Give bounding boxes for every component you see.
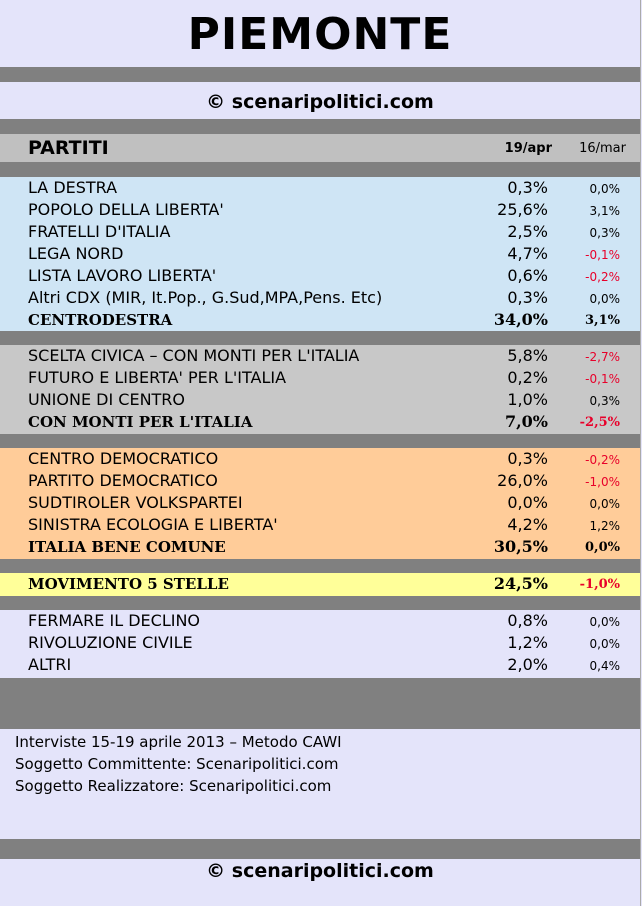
separator-block <box>0 678 640 729</box>
party-name: SCELTA CIVICA – CON MONTI PER L'ITALIA <box>28 346 360 365</box>
value-change: 0,0% <box>589 615 620 629</box>
party-row <box>0 265 640 287</box>
section-monti <box>0 345 640 434</box>
value-change: 0,0% <box>589 637 620 651</box>
value-current: 0,3% <box>507 288 548 307</box>
section-movimento-5-stelle <box>0 573 640 596</box>
party-name: UNIONE DI CENTRO <box>28 390 186 409</box>
value-current: 1,0% <box>507 390 548 409</box>
column-header-date-previous: 16/mar <box>579 141 626 156</box>
value-change: 0,3% <box>589 394 620 408</box>
credit-top: © scenaripolitici.com <box>206 91 434 113</box>
value-current: 0,8% <box>507 611 548 630</box>
separator-bar <box>0 596 640 610</box>
party-row <box>0 243 640 265</box>
value-change: 1,2% <box>589 519 620 533</box>
value-change: -1,0% <box>579 577 620 592</box>
value-change: -1,0% <box>585 475 620 489</box>
party-row <box>0 632 640 654</box>
value-current: 34,0% <box>493 310 548 329</box>
value-current: 7,0% <box>504 412 548 431</box>
value-change: -2,7% <box>585 350 620 364</box>
party-row <box>0 514 640 536</box>
total-row <box>0 573 640 595</box>
value-current: 0,3% <box>507 449 548 468</box>
party-name: FUTURO E LIBERTA' PER L'ITALIA <box>28 368 287 387</box>
value-current: 0,0% <box>507 493 548 512</box>
party-row <box>0 287 640 309</box>
value-change: -2,5% <box>579 415 620 430</box>
party-row <box>0 654 640 676</box>
party-name: FERMARE IL DECLINO <box>28 611 201 630</box>
party-row <box>0 448 640 470</box>
party-row <box>0 199 640 221</box>
footer-interviews: Interviste 15-19 aprile 2013 – Metodo CAWI <box>15 733 342 751</box>
party-row <box>0 367 640 389</box>
footer-realizzatore: Soggetto Realizzatore: Scenaripolitici.com <box>15 777 332 795</box>
party-name: FRATELLI D'ITALIA <box>28 222 171 241</box>
value-change: -0,1% <box>585 248 620 262</box>
party-row <box>0 345 640 367</box>
party-name: RIVOLUZIONE CIVILE <box>28 633 193 652</box>
value-change: 0,4% <box>589 659 620 673</box>
separator-bar <box>0 331 640 345</box>
value-change: 0,0% <box>589 182 620 196</box>
separator-bar <box>0 162 640 177</box>
party-row <box>0 221 640 243</box>
separator-bar <box>0 119 640 134</box>
party-name: LEGA NORD <box>28 244 124 263</box>
value-change: -0,1% <box>585 372 620 386</box>
credit-bottom: © scenaripolitici.com <box>206 860 434 882</box>
party-name: LISTA LAVORO LIBERTA' <box>28 266 217 285</box>
separator-bar <box>0 434 640 448</box>
column-header-date-current: 19/apr <box>504 141 552 156</box>
value-current: 0,2% <box>507 368 548 387</box>
total-row <box>0 411 640 433</box>
party-name: LA DESTRA <box>28 178 118 197</box>
separator-bar <box>0 67 640 82</box>
value-change: 0,3% <box>589 226 620 240</box>
section-italia-bene-comune <box>0 448 640 559</box>
value-change: -0,2% <box>585 453 620 467</box>
value-change: 3,1% <box>589 204 620 218</box>
value-current: 25,6% <box>497 200 548 219</box>
value-current: 30,5% <box>493 537 548 556</box>
coalition-name: CON MONTI PER L'ITALIA <box>28 413 253 431</box>
separator-bar <box>0 839 640 859</box>
separator-bar <box>0 559 640 573</box>
section-altri <box>0 610 640 678</box>
value-current: 4,7% <box>507 244 548 263</box>
party-row <box>0 610 640 632</box>
total-row <box>0 309 640 331</box>
value-current: 24,5% <box>493 574 548 593</box>
value-change: 3,1% <box>585 313 620 328</box>
party-row <box>0 389 640 411</box>
value-current: 26,0% <box>497 471 548 490</box>
party-name: CENTRO DEMOCRATICO <box>28 449 219 468</box>
value-current: 4,2% <box>507 515 548 534</box>
party-row <box>0 177 640 199</box>
value-current: 1,2% <box>507 633 548 652</box>
party-name: ALTRI <box>28 655 72 674</box>
coalition-name: ITALIA BENE COMUNE <box>28 538 226 556</box>
party-name: SUDTIROLER VOLKSPARTEI <box>28 493 243 512</box>
table-header <box>0 134 640 162</box>
value-current: 5,8% <box>507 346 548 365</box>
column-header-parties: PARTITI <box>28 137 109 159</box>
footer-notes <box>15 731 342 797</box>
page-title: PIEMONTE <box>187 9 453 60</box>
value-change: 0,0% <box>585 540 620 555</box>
party-row <box>0 492 640 514</box>
value-current: 2,5% <box>507 222 548 241</box>
section-centrodestra <box>0 177 640 331</box>
value-change: -0,2% <box>585 270 620 284</box>
value-change: 0,0% <box>589 497 620 511</box>
value-current: 2,0% <box>507 655 548 674</box>
party-name: SINISTRA ECOLOGIA E LIBERTA' <box>28 515 278 534</box>
party-row <box>0 470 640 492</box>
value-current: 0,6% <box>507 266 548 285</box>
party-name: POPOLO DELLA LIBERTA' <box>28 200 224 219</box>
party-name: PARTITO DEMOCRATICO <box>28 471 218 490</box>
coalition-name: CENTRODESTRA <box>28 311 173 329</box>
total-row <box>0 536 640 558</box>
coalition-name: MOVIMENTO 5 STELLE <box>28 575 229 593</box>
value-change: 0,0% <box>589 292 620 306</box>
party-name: Altri CDX (MIR, It.Pop., G.Sud,MPA,Pens. Etc) <box>28 288 383 307</box>
value-current: 0,3% <box>507 178 548 197</box>
footer-committente: Soggetto Committente: Scenaripolitici.com <box>15 755 339 773</box>
